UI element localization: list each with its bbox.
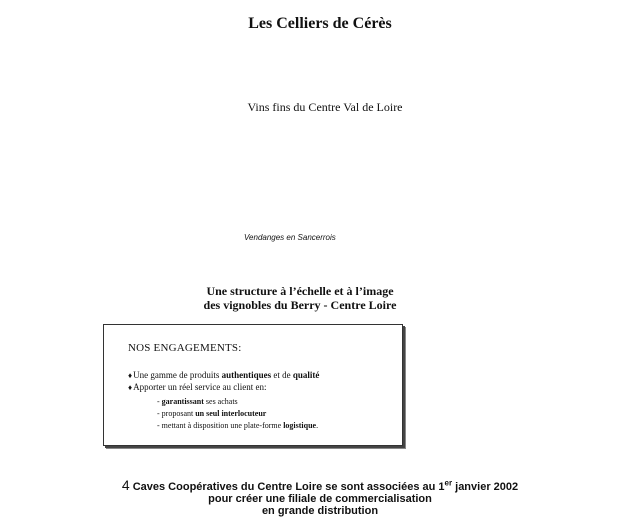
page-subtitle: Vins fins du Centre Val de Loire — [247, 100, 403, 114]
section-heading-line-2: des vignobles du Berry - Centre Loire — [203, 298, 397, 312]
subitem-3-dash: - mettant à disposition une plate-forme — [157, 421, 284, 430]
engagement-item-1-text-a: Une gamme de produits — [133, 370, 222, 380]
engagements-box — [103, 324, 403, 446]
subitem-3-rest: . — [316, 421, 319, 430]
engagement-item-2-text: Apporter un réel service au client en: — [133, 382, 267, 392]
footer-line-1-sup: er — [444, 478, 453, 488]
engagements-title: NOS ENGAGEMENTS: — [128, 342, 242, 354]
footer-statement — [0, 479, 640, 517]
subitem-1-rest: ses achats — [203, 397, 238, 406]
diamond-bullet-icon: ♦ — [128, 371, 133, 380]
engagement-subitem-1 — [157, 397, 238, 406]
subitem-1-dash: - — [157, 397, 162, 406]
subitem-2-bold: un seul interlocuteur — [195, 409, 267, 418]
page-title: Les Celliers de Cérès — [248, 15, 392, 32]
engagement-subitem-3 — [157, 421, 318, 430]
engagement-subitem-2 — [157, 409, 266, 418]
photo-caption: Vendanges en Sancerrois — [244, 233, 336, 242]
footer-line-3: en grande distribution — [261, 505, 379, 517]
footer-line-1 — [0, 479, 640, 493]
engagement-item-1 — [128, 370, 319, 380]
section-heading-line-1: Une structure à l’échelle et à l’image — [206, 284, 394, 298]
footer-line-1-b: janvier 2002 — [452, 481, 519, 493]
footer-number: 4 — [121, 477, 130, 493]
section-heading — [150, 284, 450, 312]
diamond-bullet-icon: ♦ — [128, 383, 133, 392]
footer-line-1-a: Caves Coopératives du Centre Loire se sont associées au 1 — [129, 481, 445, 493]
engagement-item-1-bold-a: authentiques — [221, 370, 272, 380]
subitem-2-dash: - proposant — [157, 409, 196, 418]
subitem-3-bold: logistique — [283, 421, 317, 430]
engagement-item-2 — [128, 382, 267, 392]
subitem-1-bold: garantissant — [161, 397, 204, 406]
engagement-item-1-bold-b: qualité — [292, 370, 320, 380]
footer-line-2: pour créer une filiale de commercialisation — [208, 493, 432, 505]
engagement-item-1-text-b: et de — [271, 370, 293, 380]
